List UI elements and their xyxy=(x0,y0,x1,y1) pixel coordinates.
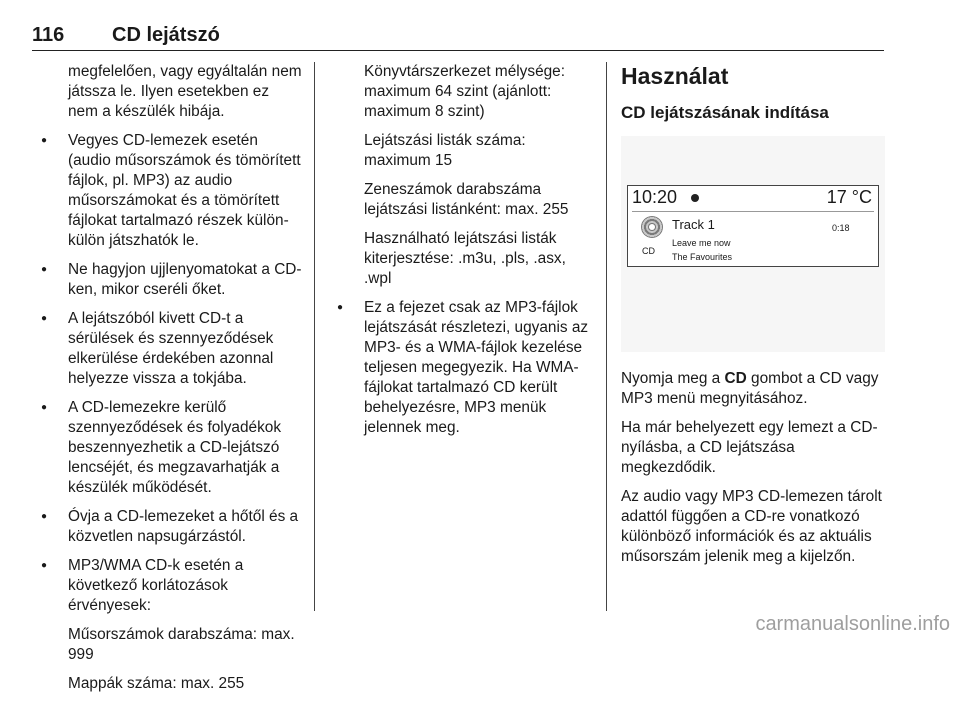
section-heading: Használat xyxy=(621,63,729,89)
bullet-item: ● Óvja a CD-lemezeket a hőtől és a közvetlen napsugárzástól. xyxy=(40,507,302,547)
instruction-paragraph: Nyomja meg a CD gombot a CD vagy MP3 menü megnyitásához. xyxy=(621,370,879,407)
display-illustration xyxy=(621,136,885,352)
display-clock: 10:20 xyxy=(632,187,678,207)
limit-item: Használható lejátszási listák kiterjesztése: .m3u, .pls, .asx, .wpl xyxy=(364,230,566,287)
bullet-item: ● Vegyes CD-lemezek esetén (audio műsorszámok és tömörített fájlok, pl. MP3) az audio műsorszámokat és a tömörített fájlokat tartalmazó részek külön-külön játszhatók le. xyxy=(40,131,302,251)
track-title: Track 1 xyxy=(672,217,715,232)
infotainment-display xyxy=(627,185,879,267)
bullet-item: ● A CD-lemezekre kerülő szennyeződések és folyadékok beszennyezhetik a CD-lejátszó lencséjét, és megzavarhatják a készülék működését. xyxy=(40,398,302,498)
cd-button-label: CD xyxy=(724,370,747,387)
info-paragraph: Az audio vagy MP3 CD-lemezen tárolt adattól függően a CD-re vonatkozó különböző információk és az aktuális műsorszám jelenik meg a kijelzőn. xyxy=(621,488,882,565)
limit-item: Zeneszámok darabszáma lejátszási listánként: max. 255 xyxy=(364,181,569,218)
cd-disc-icon xyxy=(641,216,663,238)
page-header xyxy=(32,22,884,51)
column-divider-2 xyxy=(606,62,607,611)
column-3 xyxy=(621,62,887,576)
bullet-list xyxy=(336,298,594,438)
bullet-item: ● A lejátszóból kivett CD-t a sérülések és szennyeződések elkerülése érdekében azonnal helyezze vissza a tokjába. xyxy=(40,309,302,389)
bullet-item: ● Ez a fejezet csak az MP3-fájlok lejátszását részletezi, ugyanis az MP3- és a WMA-fájlok kezelése teljesen megegyezik. Ha WMA-fájlokat tartalmazó CD került behelyezésre, MP3 menük jelennek meg. xyxy=(336,298,594,438)
song-title: Leave me now xyxy=(672,238,731,248)
display-divider xyxy=(632,211,874,212)
limit-item: Műsorszámok darabszáma: max. 999 xyxy=(68,626,295,663)
info-paragraph: Ha már behelyezett egy lemezt a CD-nyílásba, a CD lejátszása megkezdődik. xyxy=(621,419,878,476)
source-label: CD xyxy=(642,246,655,256)
limit-item: Mappák száma: max. 255 xyxy=(68,675,245,692)
watermark: carmanualsonline.info xyxy=(755,613,950,635)
column-1 xyxy=(40,62,302,703)
continuation-text: megfelelően, vagy egyáltalán nem játssza le. Ilyen esetekben ez nem a készülék hibája. xyxy=(68,63,302,120)
column-divider-1 xyxy=(314,62,315,611)
chapter-title: CD lejátszó xyxy=(112,24,220,46)
limit-item: Könyvtárszerkezet mélysége: maximum 64 szint (ajánlott: maximum 8 szint) xyxy=(364,63,566,120)
limit-item: Lejátszási listák száma: maximum 15 xyxy=(364,132,526,169)
bullet-list xyxy=(40,131,302,616)
page-number: 116 xyxy=(32,24,65,46)
elapsed-time: 0:18 xyxy=(832,223,850,233)
bullet-item: ● Ne hagyjon ujjlenyomatokat a CD-ken, mikor cseréli őket. xyxy=(40,260,302,300)
artist-name: The Favourites xyxy=(672,252,733,262)
subsection-heading: CD lejátszásának indítása xyxy=(621,103,829,122)
bullet-item: ● MP3/WMA CD-k esetén a következő korlátozások érvényesek: xyxy=(40,556,302,616)
disc-indicator-icon xyxy=(691,194,699,202)
display-temperature: 17 °C xyxy=(826,187,872,207)
column-2 xyxy=(336,62,594,447)
